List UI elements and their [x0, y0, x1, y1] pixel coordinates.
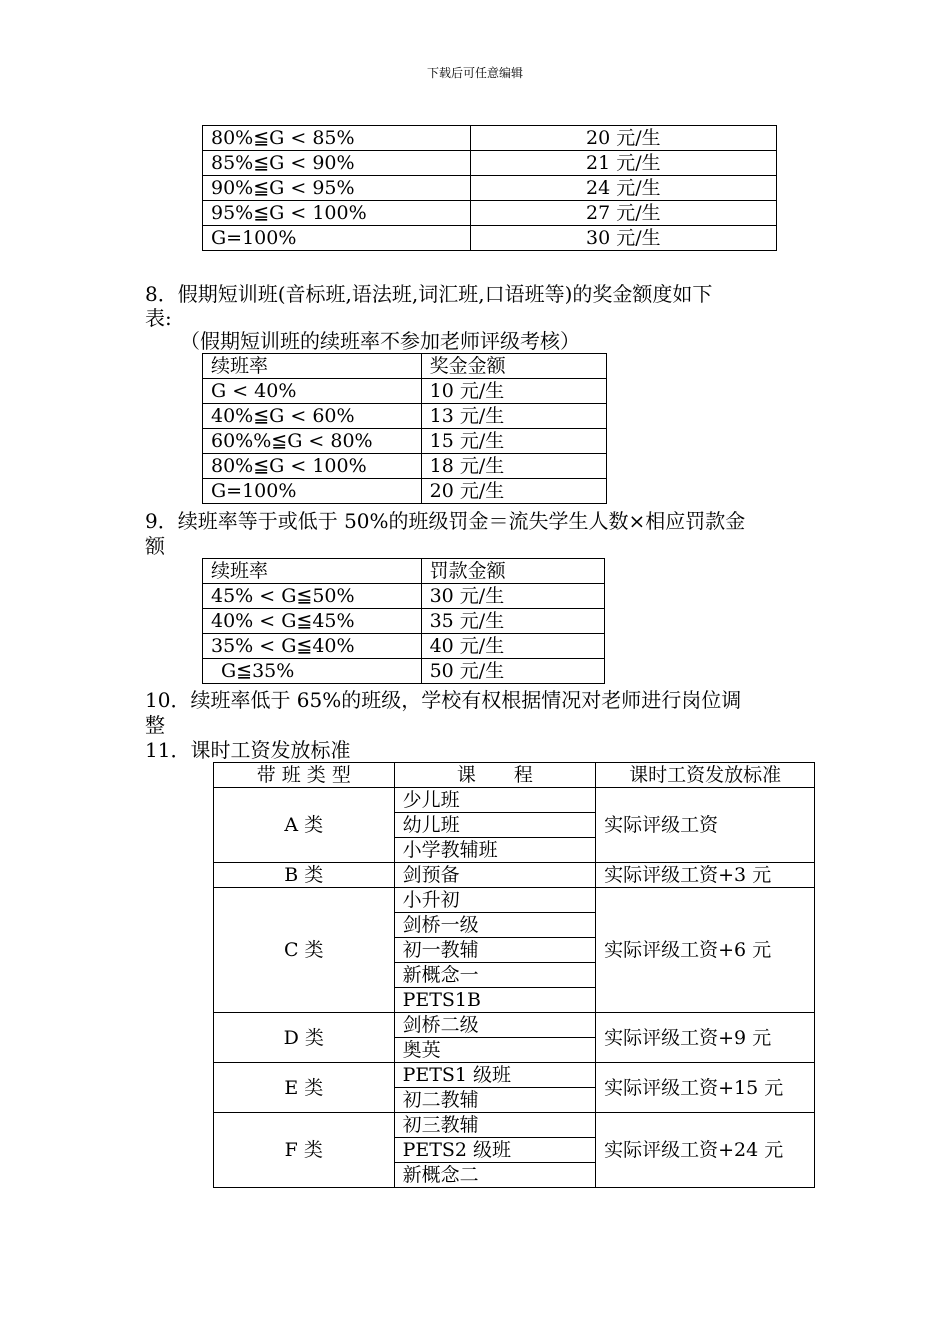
- bonus-table-continued: [202, 125, 777, 251]
- course-cell: 剑预备: [394, 863, 596, 888]
- penalty-table: [202, 558, 605, 684]
- course-cell: 幼儿班: [394, 813, 596, 838]
- table-row: [214, 1063, 815, 1088]
- bonus-cell: 18 元/生: [421, 454, 606, 479]
- section-10-text-cont: 整: [145, 713, 165, 737]
- page-header: 下载后可任意编辑: [426, 66, 523, 80]
- header-cell: 续班率: [203, 354, 422, 379]
- wage-cell: 实际评级工资+24 元: [596, 1113, 815, 1188]
- table-row: [203, 479, 607, 504]
- header-cell: 带 班 类 型: [214, 763, 395, 788]
- table-row: [214, 1113, 815, 1138]
- table-row: [214, 1013, 815, 1038]
- table-row: [203, 226, 777, 251]
- course-cell: 新概念一: [394, 963, 596, 988]
- course-cell: 剑桥一级: [394, 913, 596, 938]
- rate-cell: 80%≦G < 100%: [203, 454, 422, 479]
- bonus-cell: 21 元/生: [470, 151, 776, 176]
- header-cell: 续班率: [203, 559, 422, 584]
- table-row: [203, 609, 605, 634]
- rate-cell: 60%%≦G < 80%: [203, 429, 422, 454]
- penalty-cell: 50 元/生: [421, 659, 604, 684]
- table-row: [203, 151, 777, 176]
- wage-cell: 实际评级工资+3 元: [596, 863, 815, 888]
- table-row: [203, 634, 605, 659]
- course-cell: 新概念二: [394, 1163, 596, 1188]
- table-row: [203, 559, 605, 584]
- table-row: [203, 176, 777, 201]
- course-cell: 初一教辅: [394, 938, 596, 963]
- table-row: [203, 126, 777, 151]
- table-row: [203, 429, 607, 454]
- rate-cell: 45% < G≦50%: [203, 584, 422, 609]
- bonus-cell: 24 元/生: [470, 176, 776, 201]
- course-cell: PETS1B: [394, 988, 596, 1013]
- bonus-cell: 27 元/生: [470, 201, 776, 226]
- bonus-cell: 30 元/生: [470, 226, 776, 251]
- wage-cell: 实际评级工资+15 元: [596, 1063, 815, 1113]
- bonus-cell: 13 元/生: [421, 404, 606, 429]
- penalty-cell: 40 元/生: [421, 634, 604, 659]
- wage-cell: 实际评级工资+9 元: [596, 1013, 815, 1063]
- course-cell: 少儿班: [394, 788, 596, 813]
- bonus-cell: 10 元/生: [421, 379, 606, 404]
- penalty-cell: 35 元/生: [421, 609, 604, 634]
- table-row: [214, 888, 815, 913]
- table-row: [203, 584, 605, 609]
- course-cell: PETS2 级班: [394, 1138, 596, 1163]
- section-8-text: 8．假期短训班(音标班,语法班,词汇班,口语班等)的奖金额度如下: [145, 282, 713, 306]
- section-10-text: 10．续班率低于 65%的班级，学校有权根据情况对老师进行岗位调: [145, 688, 742, 712]
- table-row: [214, 763, 815, 788]
- bonus-cell: 20 元/生: [421, 479, 606, 504]
- table-row: [214, 863, 815, 888]
- class-type-cell: C 类: [214, 888, 395, 1013]
- table-row: [203, 659, 605, 684]
- short-course-bonus-table: [202, 353, 607, 504]
- penalty-cell: 30 元/生: [421, 584, 604, 609]
- wage-cell: 实际评级工资+6 元: [596, 888, 815, 1013]
- section-9-text-cont: 额: [145, 534, 165, 558]
- table-row: [203, 404, 607, 429]
- rate-cell: 95%≦G < 100%: [203, 201, 471, 226]
- rate-cell: 35% < G≦40%: [203, 634, 422, 659]
- course-cell: 小升初: [394, 888, 596, 913]
- section-9-text: 9．续班率等于或低于 50%的班级罚金＝流失学生人数×相应罚款金: [145, 509, 746, 533]
- class-type-cell: F 类: [214, 1113, 395, 1188]
- table-row: [214, 788, 815, 813]
- table-row: [203, 454, 607, 479]
- course-cell: 初三教辅: [394, 1113, 596, 1138]
- class-type-cell: B 类: [214, 863, 395, 888]
- rate-cell: G=100%: [203, 226, 471, 251]
- class-type-cell: A 类: [214, 788, 395, 863]
- rate-cell: 40%≦G < 60%: [203, 404, 422, 429]
- section-8-text-cont: 表:: [145, 306, 172, 330]
- header-cell: 奖金金额: [421, 354, 606, 379]
- rate-cell: 40% < G≦45%: [203, 609, 422, 634]
- class-type-cell: E 类: [214, 1063, 395, 1113]
- course-cell: PETS1 级班: [394, 1063, 596, 1088]
- table-row: [203, 201, 777, 226]
- rate-cell: G < 40%: [203, 379, 422, 404]
- wage-cell: 实际评级工资: [596, 788, 815, 863]
- course-cell: 初二教辅: [394, 1088, 596, 1113]
- bonus-cell: 15 元/生: [421, 429, 606, 454]
- class-type-cell: D 类: [214, 1013, 395, 1063]
- section-8-note: （假期短训班的续班率不参加老师评级考核）: [180, 329, 580, 353]
- header-cell: 课 程: [394, 763, 596, 788]
- rate-cell: 80%≦G < 85%: [203, 126, 471, 151]
- header-cell: 罚款金额: [421, 559, 604, 584]
- table-row: [203, 379, 607, 404]
- hourly-wage-table: [213, 762, 815, 1188]
- header-cell: 课时工资发放标准: [596, 763, 815, 788]
- rate-cell: 90%≦G < 95%: [203, 176, 471, 201]
- table-row: [203, 354, 607, 379]
- rate-cell: G=100%: [203, 479, 422, 504]
- course-cell: 剑桥二级: [394, 1013, 596, 1038]
- course-cell: 奥英: [394, 1038, 596, 1063]
- course-cell: 小学教辅班: [394, 838, 596, 863]
- section-11-title: 11．课时工资发放标准: [145, 738, 351, 762]
- rate-cell: G≦35%: [203, 659, 422, 684]
- bonus-cell: 20 元/生: [470, 126, 776, 151]
- rate-cell: 85%≦G < 90%: [203, 151, 471, 176]
